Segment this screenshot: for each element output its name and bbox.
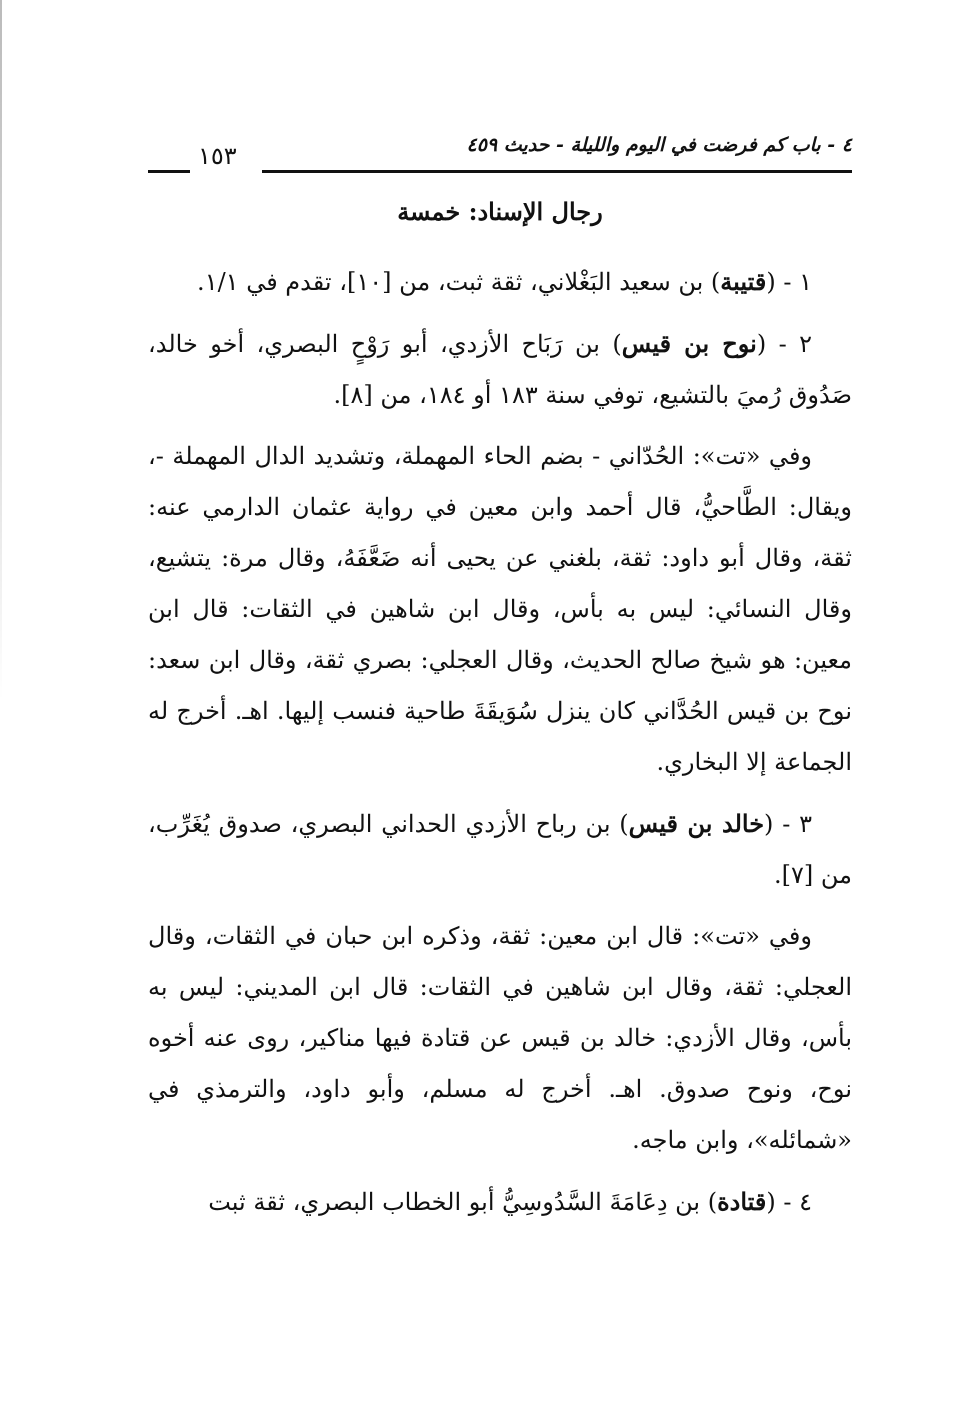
- entry-text: ) بن دِعَامَةَ السَّدُوسِيُّ أبو الخطاب البصري، ثقة ثبت: [208, 1188, 718, 1216]
- entry-text: ) بن سعيد البَغْلاني، ثقة ثبت، من [١٠]، تقدم في ١/١.: [197, 268, 721, 296]
- narrator-entry-2: [148, 318, 852, 421]
- narrator-entry-1: [148, 256, 852, 308]
- page-number: ١٥٣: [198, 142, 237, 170]
- commentary-paragraph: وفي «تت»: الحُدّاني - بضم الحاء المهملة، وتشديد الدال المهملة -، ويقال: الطَّاحيُّ، قال أحمد وابن معين في رواية عثمان الدارمي عنه: ثقة، وقال أبو داود: ثقة، بلغني عن يحيى أنه ضَعَّفَهُ، وقال مرة: يتشيع، وقال النسائي: ليس به بأس، وقال ابن شاهين في الثقات: قال ابن معين: هو شيخ صالح الحديث، وقال العجلي: بصري ثقة، وقال ابن سعد: نوح بن قيس الحُدَّاني كان ينزل سُوَيقَةَ طاحية فنسب إليها. اهـ. أخرج له الجماعة إلا البخاري.: [148, 442, 852, 776]
- header-title: ٤ - باب كم فرضت في اليوم والليلة - حديث ٤٥٩: [466, 134, 852, 156]
- narrator-name: قتيبة: [720, 267, 767, 296]
- entry-text: ) بن رباح الأزدي الحداني البصري، صدوق يُغَرِّب، من [٧].: [148, 810, 852, 889]
- header-rule: [262, 170, 852, 173]
- scan-edge: [0, 0, 2, 700]
- narrator-name: نوح بن قيس: [621, 329, 757, 358]
- entry-prefix: ١ - (: [766, 268, 812, 296]
- narrator-name: قتادة: [717, 1187, 767, 1216]
- entry-prefix: ٢ - (: [756, 330, 813, 358]
- section-title: رجال الإسناد: خمسة: [397, 197, 603, 226]
- narrator-entry-4: [148, 1176, 852, 1228]
- narrator-entry-3: [148, 798, 852, 901]
- running-header: [148, 128, 852, 182]
- page-body: [148, 256, 852, 1238]
- entry-text: ) بن رَبَاح الأزدي، أبو رَوْحٍ البصري، أخو خالد، صَدُوق رُميَ بالتشيع، توفي سنة ١٨٣ أو ١٨٤، من [٨].: [148, 330, 852, 409]
- entry-prefix: ٣ - (: [764, 810, 813, 838]
- narrator-name: خالد بن قيس: [628, 809, 765, 838]
- page-number-dash: [148, 170, 190, 173]
- entry-prefix: ٤ - (: [766, 1188, 812, 1216]
- commentary-paragraph: وفي «تت»: قال ابن معين: ثقة، وذكره ابن حبان في الثقات، وقال العجلي: ثقة، وقال ابن شاهين في الثقات: قال ابن المديني: ليس به بأس، وقال الأزدي: خالد بن قيس عن قتادة فيها مناكير، روى عنه أخوه نوح، ونوح صدوق. اهـ. أخرج له مسلم، وأبو داود، والترمذي في «شمائله»، وابن ماجه.: [148, 922, 852, 1154]
